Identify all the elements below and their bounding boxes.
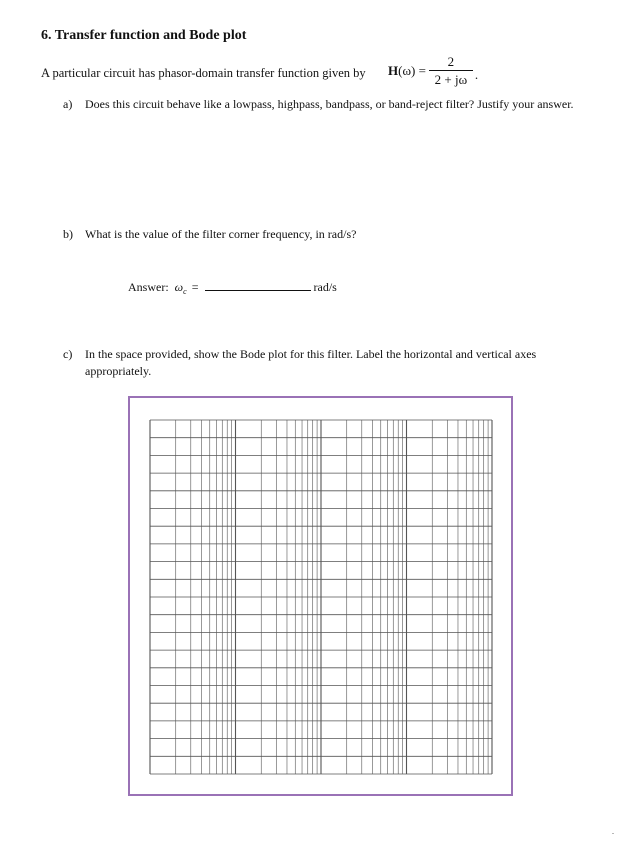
function-argument: (ω) = — [398, 62, 426, 78]
part-b — [63, 226, 583, 244]
question-heading: 6. Transfer function and Bode plot — [41, 28, 247, 43]
transfer-function — [388, 54, 478, 87]
equals-sign: = — [191, 280, 199, 294]
part-a — [63, 96, 583, 132]
semilog-grid — [130, 398, 511, 794]
fraction-bar — [429, 70, 473, 71]
part-c-text: In the space provided, show the Bode plot for this filter. Label the horizontal and vertical axes appropriately. — [85, 347, 537, 378]
page-mark: . — [612, 827, 614, 836]
function-numerator: 2 — [447, 54, 455, 69]
answer-unit: rad/s — [313, 280, 337, 294]
question-intro: A particular circuit has phasor-domain transfer function given by — [41, 66, 366, 80]
answer-line — [128, 278, 337, 295]
bode-plot-area[interactable] — [128, 396, 513, 796]
omega-subscript: c — [183, 287, 187, 296]
omega-symbol: ω — [174, 280, 184, 294]
function-period: . — [474, 66, 479, 82]
answer-prefix: Answer: — [128, 280, 169, 294]
part-a-label: a) — [63, 97, 73, 111]
function-symbol: H — [388, 62, 399, 78]
part-b-text: What is the value of the filter corner frequency, in rad/s? — [85, 227, 357, 241]
function-fraction — [429, 54, 473, 87]
part-b-label: b) — [63, 227, 73, 241]
part-a-text: Does this circuit behave like a lowpass, highpass, bandpass, or band-reject filter? Justify your answer. — [85, 97, 574, 111]
function-denominator: 2 + jω — [434, 72, 468, 87]
answer-blank[interactable] — [205, 278, 311, 291]
part-c — [63, 346, 588, 382]
part-c-label: c) — [63, 347, 73, 361]
